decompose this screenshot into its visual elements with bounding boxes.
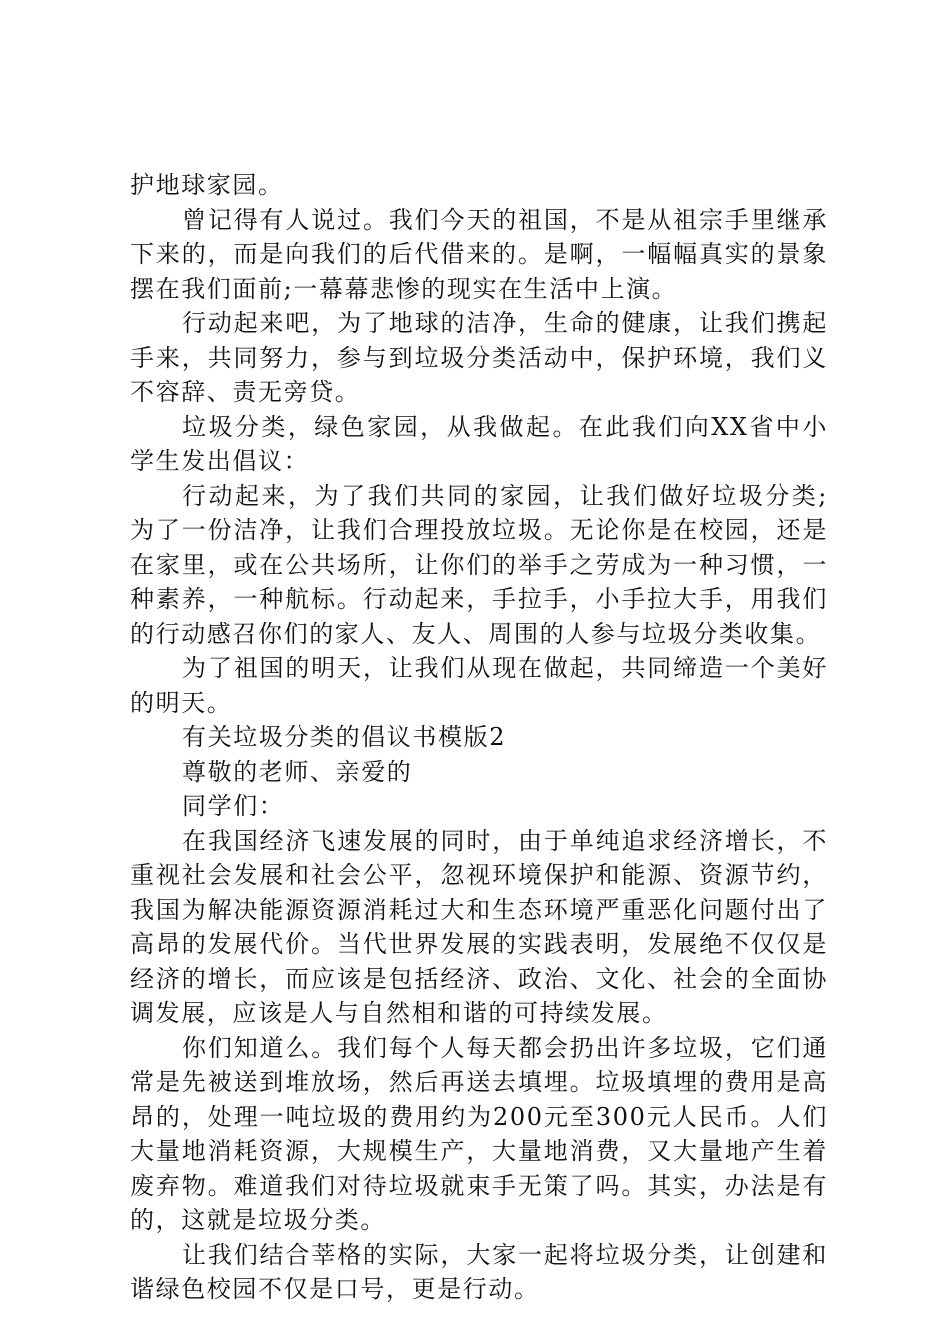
- paragraph: 曾记得有人说过。我们今天的祖国，不是从祖宗手里继承下来的，而是向我们的后代借来的。是啊，一幅幅真实的景象摆在我们面前;一幕幕悲惨的现实在生活中上演。: [130, 205, 828, 303]
- salutation-line: 同学们：: [182, 792, 285, 820]
- paragraph: 为了祖国的明天，让我们从现在做起，共同缔造一个美好的明天。: [130, 654, 828, 717]
- paragraph: 行动起来，为了我们共同的家园，让我们做好垃圾分类;为了一份洁净，让我们合理投放垃圾。无论你是在校园，还是在家里，或在公共场所，让你们的举手之劳成为一种习惯，一种素养，一种航标。行动起来，手拉手，小手拉大手，用我们的行动感召你们的家人、友人、周围的人参与垃圾分类收集。: [130, 481, 828, 648]
- document-body: [130, 168, 828, 1307]
- paragraph: 在我国经济飞速发展的同时，由于单纯追求经济增长，不重视社会发展和社会公平，忽视环境保护和能源、资源节约，我国为解决能源资源消耗过大和生态环境严重恶化问题付出了高昂的发展代价。当代世界发展的实践表明，发展绝不仅仅是经济的增长，而应该是包括经济、政治、文化、社会的全面协调发展，应该是人与自然相和谐的可持续发展。: [130, 826, 828, 1027]
- paragraph: 行动起来吧，为了地球的洁净，生命的健康，让我们携起手来，共同努力，参与到垃圾分类活动中，保护环境，我们义不容辞、责无旁贷。: [130, 309, 828, 406]
- section-title: 有关垃圾分类的倡议书模版2: [182, 723, 507, 751]
- paragraph-continuation: 护地球家园。: [130, 171, 284, 199]
- paragraph: 垃圾分类，绿色家园，从我做起。在此我们向XX省中小学生发出倡议：: [130, 412, 828, 475]
- salutation-line: 尊敬的老师、亲爱的: [182, 757, 413, 786]
- paragraph: 让我们结合莘格的实际，大家一起将垃圾分类，让创建和谐绿色校园不仅是口号，更是行动。: [130, 1240, 828, 1303]
- paragraph: 你们知道么。我们每个人每天都会扔出许多垃圾，它们通常是先被送到堆放场，然后再送去填埋。垃圾填埋的费用是高昂的，处理一吨垃圾的费用约为200元至300元人民币。人们大量地消耗资源，大规模生产，大量地消费，又大量地产生着废弃物。难道我们对待垃圾就束手无策了吗。其实，办法是有的，这就是垃圾分类。: [130, 1033, 828, 1234]
